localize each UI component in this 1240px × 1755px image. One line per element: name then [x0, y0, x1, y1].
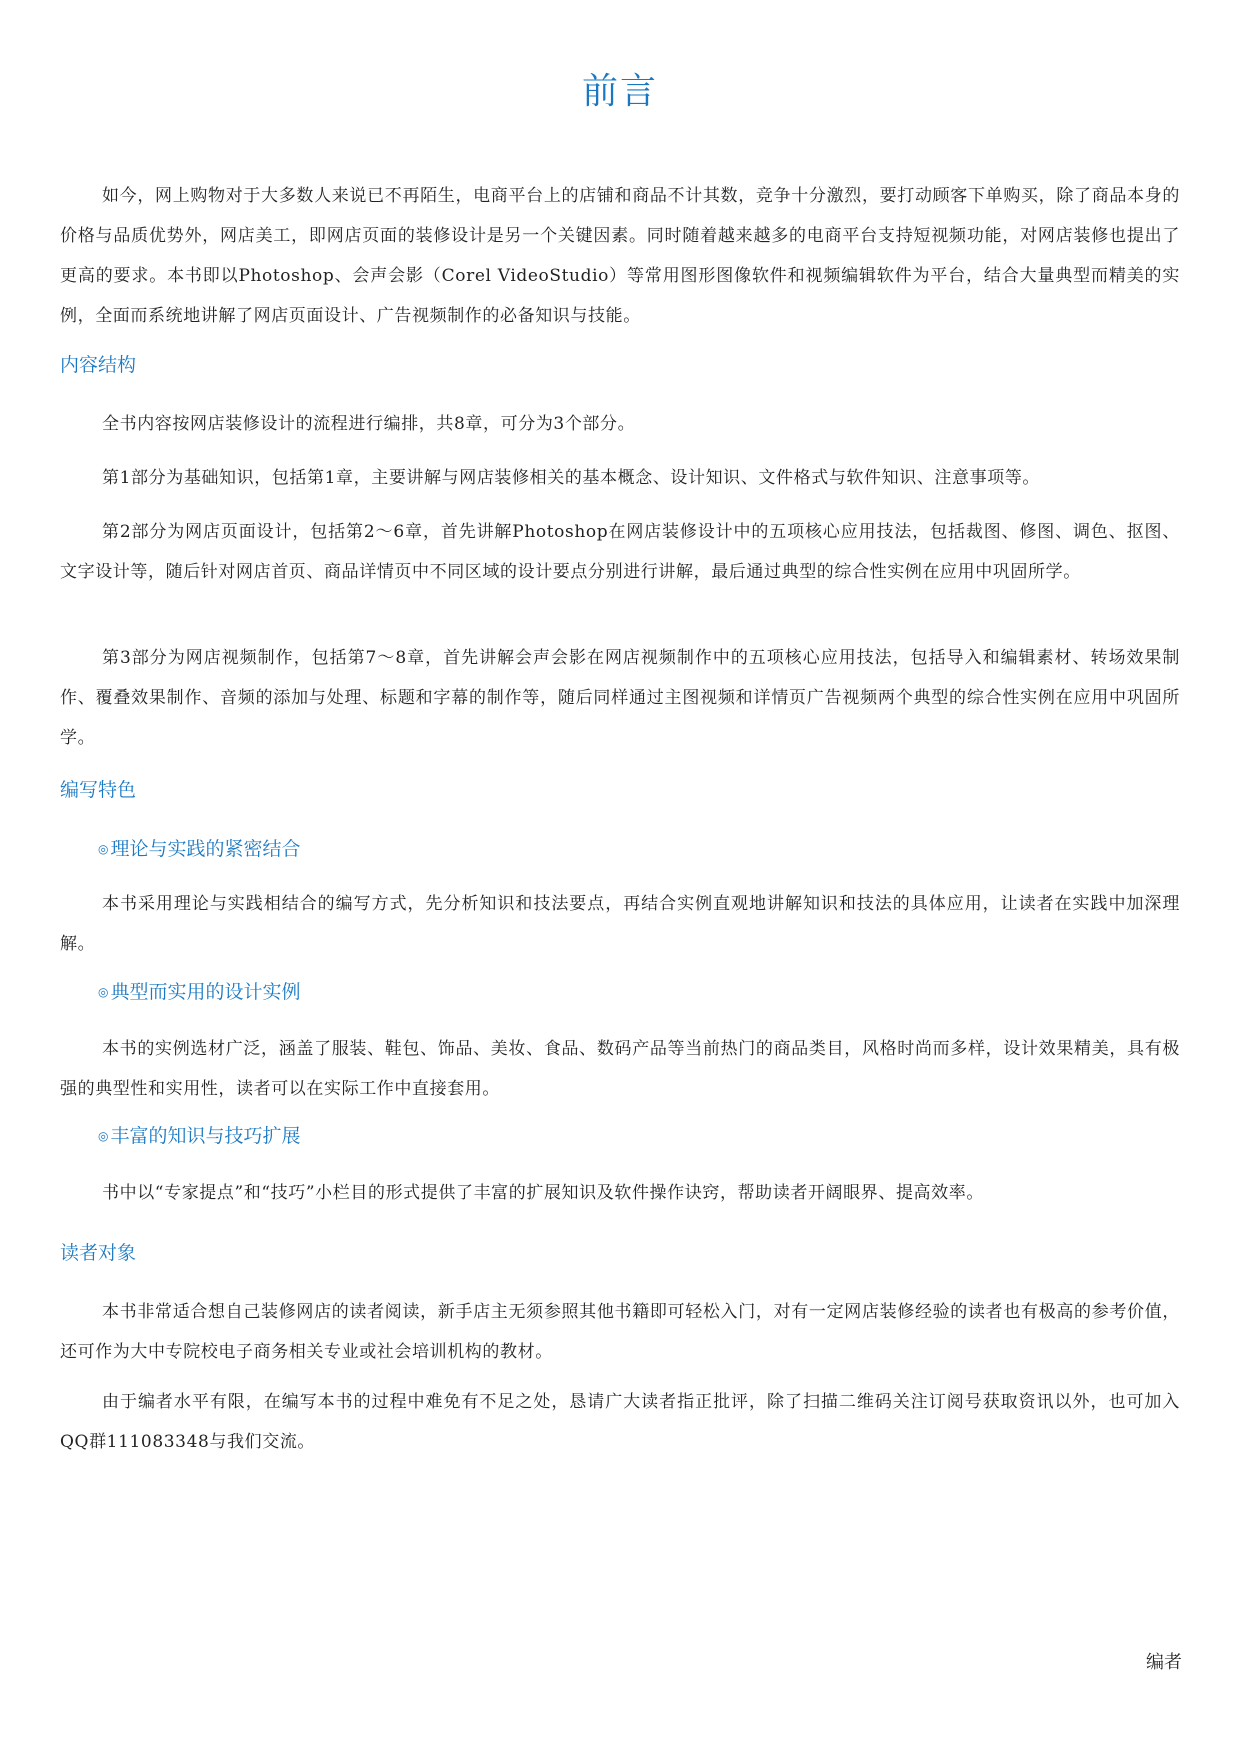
feature-heading-label: 丰富的知识与技巧扩展 [110, 1125, 301, 1147]
content-para-1-block [60, 404, 1180, 444]
content-paragraph: 第2部分为网店页面设计，包括第2～6章，首先讲解Photoshop在网店装修设计中的五项核心应用技法，包括裁图、修图、调色、抠图、文字设计等，随后针对网店首页、商品详情页中不同区域的设计要点分别进行讲解，最后通过典型的综合性实例在应用中巩固所学。 [60, 522, 1180, 582]
content-para-3-block [60, 512, 1180, 592]
section-heading-features: 编写特色 [60, 779, 137, 801]
feature-paragraph: 本书采用理论与实践相结合的编写方式，先分析知识和技法要点，再结合实例直观地讲解知识和技法的具体应用，让读者在实践中加深理解。 [60, 894, 1180, 954]
intro-block [60, 176, 1180, 336]
feature-paragraph: 本书的实例选材广泛，涵盖了服装、鞋包、饰品、美妆、食品、数码产品等当前热门的商品类目，风格时尚而多样，设计效果精美，具有极强的典型性和实用性，读者可以在实际工作中直接套用。 [60, 1039, 1180, 1099]
readers-paragraph: 本书非常适合想自己装修网店的读者阅读，新手店主无须参照其他书籍即可轻松入门，对有一定网店装修经验的读者也有极高的参考价值，还可作为大中专院校电子商务相关专业或社会培训机构的教材。 [60, 1302, 1180, 1362]
content-paragraph: 全书内容按网店装修设计的流程进行编排，共8章，可分为3个部分。 [102, 414, 636, 434]
feature-heading-3 [60, 1121, 1218, 1153]
feature-heading-2 [60, 977, 1218, 1009]
feature-text-1-block [60, 884, 1180, 964]
feature-paragraph: 书中以“专家提点”和“技巧”小栏目的形式提供了丰富的扩展知识及软件操作诀窍，帮助读者开阔眼界、提高效率。 [102, 1183, 984, 1203]
signature: 编者 [1146, 1652, 1182, 1673]
content-paragraph: 第1部分为基础知识，包括第1章，主要讲解与网店装修相关的基本概念、设计知识、文件格式与软件知识、注意事项等。 [102, 468, 1041, 488]
content-para-4-block [60, 638, 1180, 758]
section-heading-readers: 读者对象 [60, 1242, 137, 1264]
bullet-icon: ◎ [98, 1129, 109, 1143]
feature-text-3-block [60, 1173, 1180, 1213]
feature-heading-1 [60, 834, 1218, 866]
content-para-2-block [60, 458, 1180, 498]
feature-heading-label: 典型而实用的设计实例 [110, 981, 301, 1003]
readers-paragraph: 由于编者水平有限，在编写本书的过程中难免有不足之处，恳请广大读者指正批评，除了扫描二维码关注订阅号获取资讯以外，也可加入QQ群111083348与我们交流。 [60, 1392, 1180, 1452]
intro-paragraph: 如今，网上购物对于大多数人来说已不再陌生，电商平台上的店铺和商品不计其数，竞争十分激烈，要打动顾客下单购买，除了商品本身的价格与品质优势外，网店美工，即网店页面的装修设计是另一个关键因素。同时随着越来越多的电商平台支持短视频功能，对网店装修也提出了更高的要求。本书即以Photoshop、会声会影（Corel VideoStudio）等常用图形图像软件和视频编辑软件为平台，结合大量典型而精美的实例，全面而系统地讲解了网店页面设计、广告视频制作的必备知识与技能。 [60, 186, 1180, 326]
readers-para-1-block [60, 1292, 1180, 1372]
bullet-icon: ◎ [98, 985, 109, 999]
bullet-icon: ◎ [98, 842, 109, 856]
feature-heading-label: 理论与实践的紧密结合 [110, 838, 301, 860]
feature-text-2-block [60, 1029, 1180, 1109]
page-title: 前言 [581, 71, 658, 112]
readers-para-2-block [60, 1382, 1180, 1462]
section-heading-content: 内容结构 [60, 354, 137, 376]
content-paragraph: 第3部分为网店视频制作，包括第7～8章，首先讲解会声会影在网店视频制作中的五项核心应用技法，包括导入和编辑素材、转场效果制作、覆叠效果制作、音频的添加与处理、标题和字幕的制作等，随后同样通过主图视频和详情页广告视频两个典型的综合性实例在应用中巩固所学。 [60, 648, 1180, 748]
